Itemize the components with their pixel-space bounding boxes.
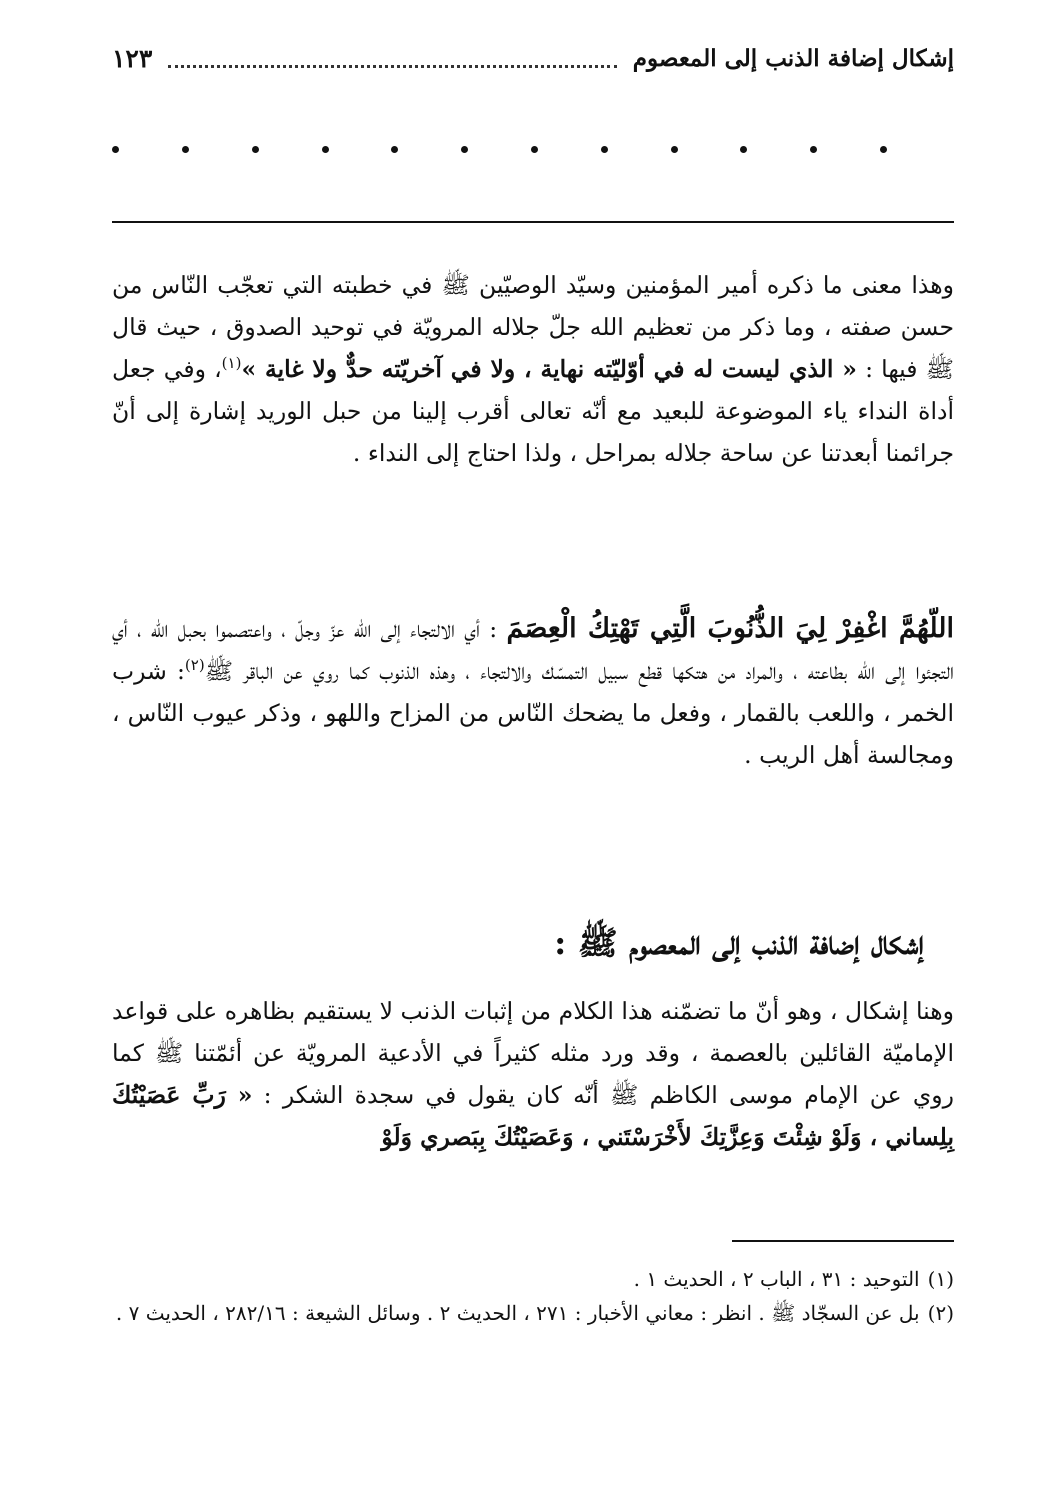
footnote-1 (112, 1262, 954, 1296)
paragraph-1 (112, 264, 984, 474)
footnote-ref-1: (١) (221, 354, 242, 373)
footnote-1-number: (١) (927, 1267, 954, 1291)
paragraph-3-text-a: وهنا إشكال ، وهو أنّ ما تضمّنه هذا الكلام من إثبات الذنب لا يستقيم بظاهره على قواعد الإماميّة القائلين بالعصمة ، وقد ورد مثله كثيراً في الأدعية المرويّة عن أئمّتنا ﷺ كما روي عن الإمام موسى الكاظم ﷺ أنّه كان يقول في سجدة الشكر : (112, 997, 954, 1109)
footnote-rule (732, 1240, 954, 1242)
footnote-1-text: التوحيد : ٣١ ، الباب ٢ ، الحديث ١ . (633, 1267, 920, 1291)
ellipsis-dot (461, 146, 468, 153)
ellipsis-dot (601, 146, 608, 153)
paragraph-3-quote: « رَبِّ عَصَيْتُكَ بِلِساني ، وَلَوْ شِئْتَ وَعِزَّتِكَ لأَخْرَسْتَني ، وَعَصَيْتُكَ بِبَصري وَلَوْ (112, 1081, 954, 1151)
paragraph-2-phrase: اللّهُمَّ اغْفِرْ لِيَ الذُّنُوبَ الَّتِي تَهْتِكُ الْعِصَمَ (506, 613, 954, 644)
ellipsis-dots (112, 146, 887, 162)
ellipsis-dot (531, 146, 538, 153)
page-number: ١٢٣ (112, 43, 153, 73)
paragraph-1-quote: « الذي ليست له في أوّليّته نهاية ، ولا في آخريّته حدٌّ ولا غاية » (241, 355, 857, 383)
ellipsis-dot (671, 146, 678, 153)
header-rule (112, 221, 954, 223)
ellipsis-dot (880, 146, 887, 153)
footnotes (112, 1262, 954, 1330)
footnote-2 (112, 1296, 954, 1330)
paragraph-2 (112, 608, 984, 776)
ellipsis-dot (252, 146, 259, 153)
paragraph-2-text-b: : شرب الخمر ، واللعب بالقمار ، وفعل ما يضحك النّاس من المزاح واللهو ، وذكر عيوب النّاس ، ومجالسة أهل الريب . (112, 657, 954, 769)
paragraph-1-text-a: وهذا معنى ما ذكره أمير المؤمنين وسيّد الوصيّين ﷺ في خطبته التي تعجّب النّاس من حسن صفته ، وما ذكر من تعظيم الله جلّ جلاله المرويّة في توحيد الصدوق ، حيث قال ﷺ فيها : (112, 271, 954, 383)
paragraph-1-text-b: ، وفي جعل أداة النداء ياء الموضوعة للبعيد مع أنّه تعالى أقرب إلينا من حبل الوريد إشارة إلى أنّ جرائمنا أبعدتنا عن ساحة جلاله بمراحل ، ولذا احتاج إلى النداء . (112, 355, 954, 467)
ellipsis-dot (112, 146, 119, 153)
running-header (112, 36, 954, 80)
leader-dots (168, 65, 616, 68)
footnote-2-number: (٢) (927, 1301, 954, 1325)
running-header-title: إشكال إضافة الذنب إلى المعصوم (632, 44, 954, 72)
paragraph-3 (112, 990, 984, 1158)
footnote-ref-2: (٢) (184, 656, 205, 675)
paragraph-2-text-a: : أي الالتجاء إلى الله عزّ وجلّ ، واعتصموا بحبل الله ، أي التجئوا إلى الله بطاعته ، والمراد من هتكها قطع سبيل التمسّك والالتجاء ، وهذه الذنوب كما روي عن الباقر ﷺ (112, 615, 954, 685)
ellipsis-dot (810, 146, 817, 153)
ellipsis-dot (322, 146, 329, 153)
section-heading: إشكال إضافة الذنب إلى المعصوم ﷺ : (554, 923, 924, 962)
ellipsis-dot (740, 146, 747, 153)
footnote-2-text: بل عن السجّاد ﷺ . انظر : معاني الأخبار : ٢٧١ ، الحديث ٢ . وسائل الشيعة : ٢٨٢/١٦ ، الحديث ٧ . (115, 1301, 920, 1325)
ellipsis-dot (182, 146, 189, 153)
ellipsis-dot (391, 146, 398, 153)
